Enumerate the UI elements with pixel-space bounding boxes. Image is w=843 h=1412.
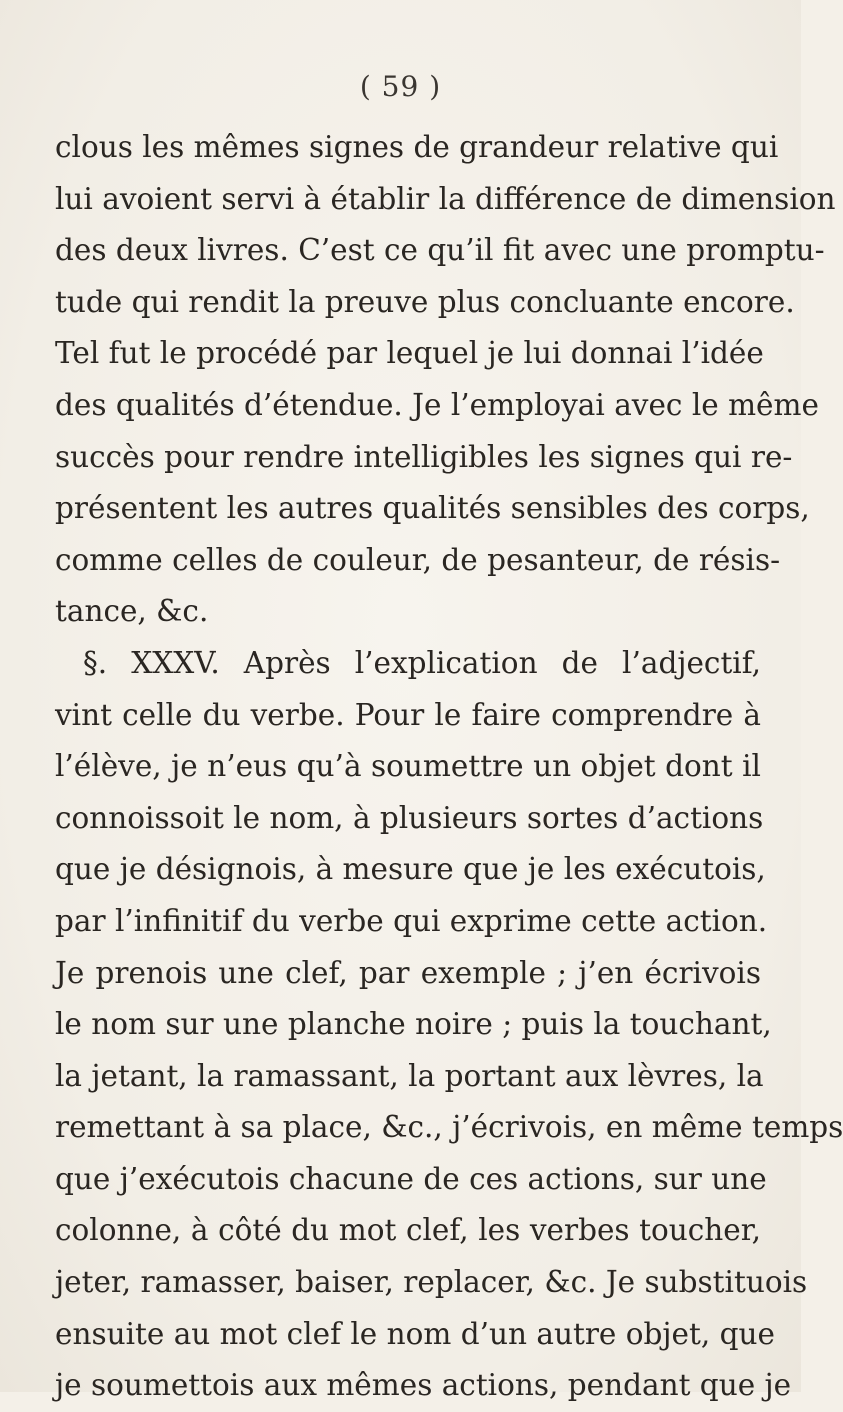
text-line: la jetant, la ramassant, la portant aux lèvres, la — [55, 1058, 764, 1093]
text-line: lui avoient servi à établir la différence de dimension — [55, 181, 836, 216]
text-line: clous les mêmes signes de grandeur relative qui — [55, 130, 779, 164]
text-line: l’élève, je n’eus qu’à soumettre un objet dont il — [55, 749, 761, 784]
text-line: connoissoit le nom, à plusieurs sortes d’actions — [55, 800, 764, 835]
text-line: présentent les autres qualités sensibles des corps, — [55, 491, 810, 526]
text-line: remettant à sa place, &c., j’écrivois, en même temps — [55, 1110, 843, 1145]
section-heading-line: §. XXXV. Après l’explication de l’adjectif, — [83, 645, 761, 680]
body-text — [55, 122, 843, 1412]
text-line: colonne, à côté du mot clef, les verbes toucher, — [55, 1213, 761, 1248]
text-line: tance, &c. — [55, 594, 209, 629]
text-line: jeter, ramasser, baiser, replacer, &c. Je substituois — [55, 1265, 808, 1300]
text-line: des deux livres. C’est ce qu’il fit avec une promptu- — [55, 233, 825, 268]
text-line: vint celle du verbe. Pour le faire comprendre à — [55, 697, 761, 732]
text-line: comme celles de couleur, de pesanteur, de résis- — [55, 542, 781, 577]
text-line: ensuite au mot clef le nom d’un autre objet, que — [55, 1316, 775, 1351]
text-line: le nom sur une planche noire ; puis la touchant, — [55, 1007, 772, 1042]
text-line: je soumettois aux mêmes actions, pendant que je — [55, 1368, 792, 1403]
page-number: ( 59 ) — [359, 70, 442, 103]
text-line: des qualités d’étendue. Je l’employai avec le même — [55, 387, 819, 422]
text-line: par l’infinitif du verbe qui exprime cette action. — [55, 903, 768, 938]
text-line: succès pour rendre intelligibles les signes qui re- — [55, 439, 793, 474]
text-line: Je prenois une clef, par exemple ; j’en écrivois — [55, 955, 761, 990]
text-line: tude qui rendit la preuve plus concluante encore. — [55, 284, 795, 319]
text-line: que je désignois, à mesure que je les exécutois, — [55, 852, 766, 887]
text-line: Tel fut le procédé par lequel je lui donnai l’idée — [55, 336, 764, 371]
text-line: que j’exécutois chacune de ces actions, sur une — [55, 1161, 767, 1196]
